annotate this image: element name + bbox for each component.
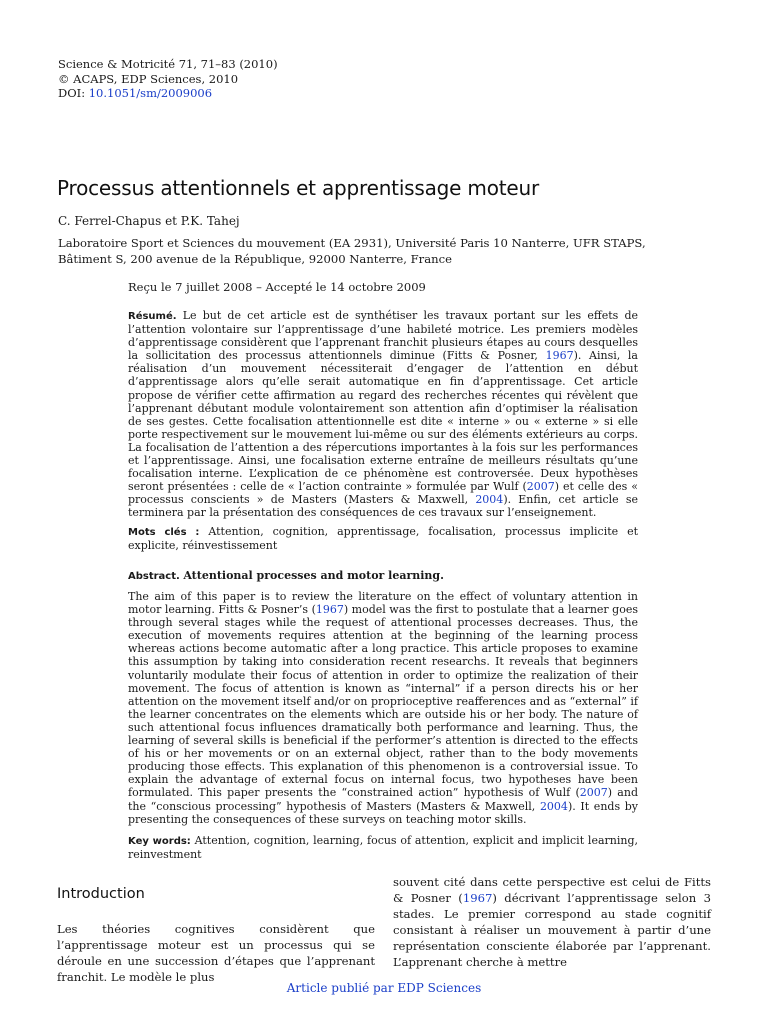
journal-citation: Science & Motricité 71, 71–83 (2010) (58, 57, 278, 71)
mots-cles-label: Mots clés : (128, 527, 200, 538)
received-dates: Reçu le 7 juillet 2008 – Accepté le 14 octobre 2009 (128, 280, 426, 294)
doi-line (58, 86, 278, 101)
intro-right-text-1: souvent cité dans cette perspective est celui de Fitts & Posner ( (393, 875, 711, 905)
introduction-heading: Introduction (57, 886, 145, 902)
mots-cles-text: Attention, cognition, apprentissage, focalisation, processus implicite et explicite, réinvestissement (128, 525, 639, 553)
keywords-block (128, 834, 638, 861)
journal-header (58, 57, 278, 101)
resume-block (128, 309, 638, 520)
intro-left-column: Les théories cognitives considèrent que l’apprentissage moteur est un processus qui se déroule en une succession d’étapes que l’apprenant franchit. Le modèle le plus (57, 922, 375, 984)
abstract-text-3: ) and the “conscious processing” hypothesis of Masters (Masters & Maxwell, (128, 786, 638, 813)
resume-label: Résumé. (128, 311, 177, 322)
copyright-notice: © ACAPS, EDP Sciences, 2010 (58, 71, 239, 86)
affiliation: Laboratoire Sport et Sciences du mouvement (EA 2931), Université Paris 10 Nanterre, UFR STAPS, Bâtiment S, 200 avenue de la République, 92000 Nanterre, France (58, 236, 646, 266)
resume-text-1: Le but de cet article est de synthétiser les travaux portant sur les effets de l’attention volontaire sur l’apprentissage d’une habileté motrice. Les premiers modèles d’apprentissage considèrent que l’apprenant franchit plusieurs étapes au cours desquelles la sollicitation des processus attentionnels diminue (Fitts & Posner, (128, 309, 638, 363)
article-title: Processus attentionnels et apprentissage moteur (57, 176, 539, 200)
abstract-heading (128, 569, 444, 582)
publisher-link[interactable]: Article publié par EDP Sciences (286, 981, 482, 995)
abstract-text-4: ). It ends by presenting the consequences of these surveys on teaching motor skills. (128, 799, 639, 826)
intro-right-text-2: ) décrivant l’apprentissage selon 3 stades. Le premier correspond au stade cognitif consistant à réaliser un mouvement à partir d’une représentation consciente élaborée par l’apprenant. L’apprenant cherche à mettre (393, 891, 711, 969)
intro-right-column (393, 874, 711, 970)
abstract-label: Abstract. (128, 571, 180, 582)
resume-text-4: ). Enfin, cet article se terminera par la présentation des conséquences de ces travaux sur l’enseignement. (128, 493, 639, 520)
authors: C. Ferrel-Chapus et P.K. Tahej (58, 214, 240, 228)
ref-link-wulf[interactable]: 2007 (526, 480, 555, 494)
abstract-text-1: The aim of this paper is to review the literature on the effect of voluntary attention in motor learning. Fitts & Posner’s ( (128, 590, 638, 617)
doi-label: DOI: (58, 86, 86, 100)
keywords-label: Key words: (128, 836, 191, 847)
publisher-footer (0, 981, 768, 995)
mots-cles-block (128, 525, 638, 552)
resume-text-3: ) et celle des « processus conscients » de Masters (Masters & Maxwell, (128, 480, 638, 507)
keywords-text: Attention, cognition, learning, focus of attention, explicit and implicit learning, reinvestment (128, 834, 638, 862)
abstract-block (128, 590, 638, 826)
abstract-ref-link-wulf[interactable]: 2007 (579, 786, 608, 800)
intro-ref-link-fitts-posner[interactable]: 1967 (462, 891, 493, 905)
abstract-english-title: Attentional processes and motor learning. (183, 569, 444, 582)
abstract-ref-link-masters-maxwell[interactable]: 2004 (539, 799, 568, 813)
abstract-text-2: ) model was the first to postulate that a learner goes through several stages while the request of attentional processes decreases. Thus, the execution of movements requires attention at the beginning of the learning process whereas actions become automatic after a long practice. This article proposes to examine this assumption by taking into consideration recent researchs. It reveals that beginners voluntarily modulate their focus of attention in order to optimize the realization of their movement. The focus of attention is known as “internal” if a person directs his or her attention on the movement itself and/or on proprioceptive reafferences and as “external” if the learner concentrates on the elements which are outside his or her body. The nature of such attentional focus influences dramatically both performance and learning. Thus, the learning of several skills is beneficial if the performer’s attention is directed to the effects of his or her movements or on an external object, rather than to the body movements producing those effects. This explanation of this phenomenon is a controversial issue. To explain the advantage of external focus on internal focus, two hypotheses have been formulated. This paper presents the “constrained action” hypothesis of Wulf ( (128, 603, 638, 800)
ref-link-fitts-posner[interactable]: 1967 (545, 349, 574, 363)
ref-link-masters-maxwell[interactable]: 2004 (475, 493, 504, 507)
resume-text-2: ). Ainsi, la réalisation d’un mouvement nécessiterait d’engager de l’attention en début d’apprentissage alors qu’elle serait automatique en fin d’apprentissage. Cet article propose de vérifier cette affirmation au regard des recherches récentes qui révèlent que l’apprenant débutant module volontairement son attention afin d’optimiser la réalisation de ses gestes. Cette focalisation attentionnelle est dite « interne » ou « externe » si elle porte respectivement sur le mouvement lui-même ou sur des éléments extérieurs au corps. La focalisation de l’attention a des répercutions importantes à la fois sur les performances et l’apprentissage. Ainsi, une focalisation externe entraîne de meilleurs résultats qu’une focalisation interne. L’explication de ce phénomène est controversée. Deux hypothèses seront présentées : celle de « l’action contrainte » formulée par Wulf ( (128, 349, 638, 494)
doi-link[interactable]: 10.1051/sm/2009006 (88, 86, 213, 100)
abstract-ref-link-fitts-posner[interactable]: 1967 (315, 603, 344, 617)
